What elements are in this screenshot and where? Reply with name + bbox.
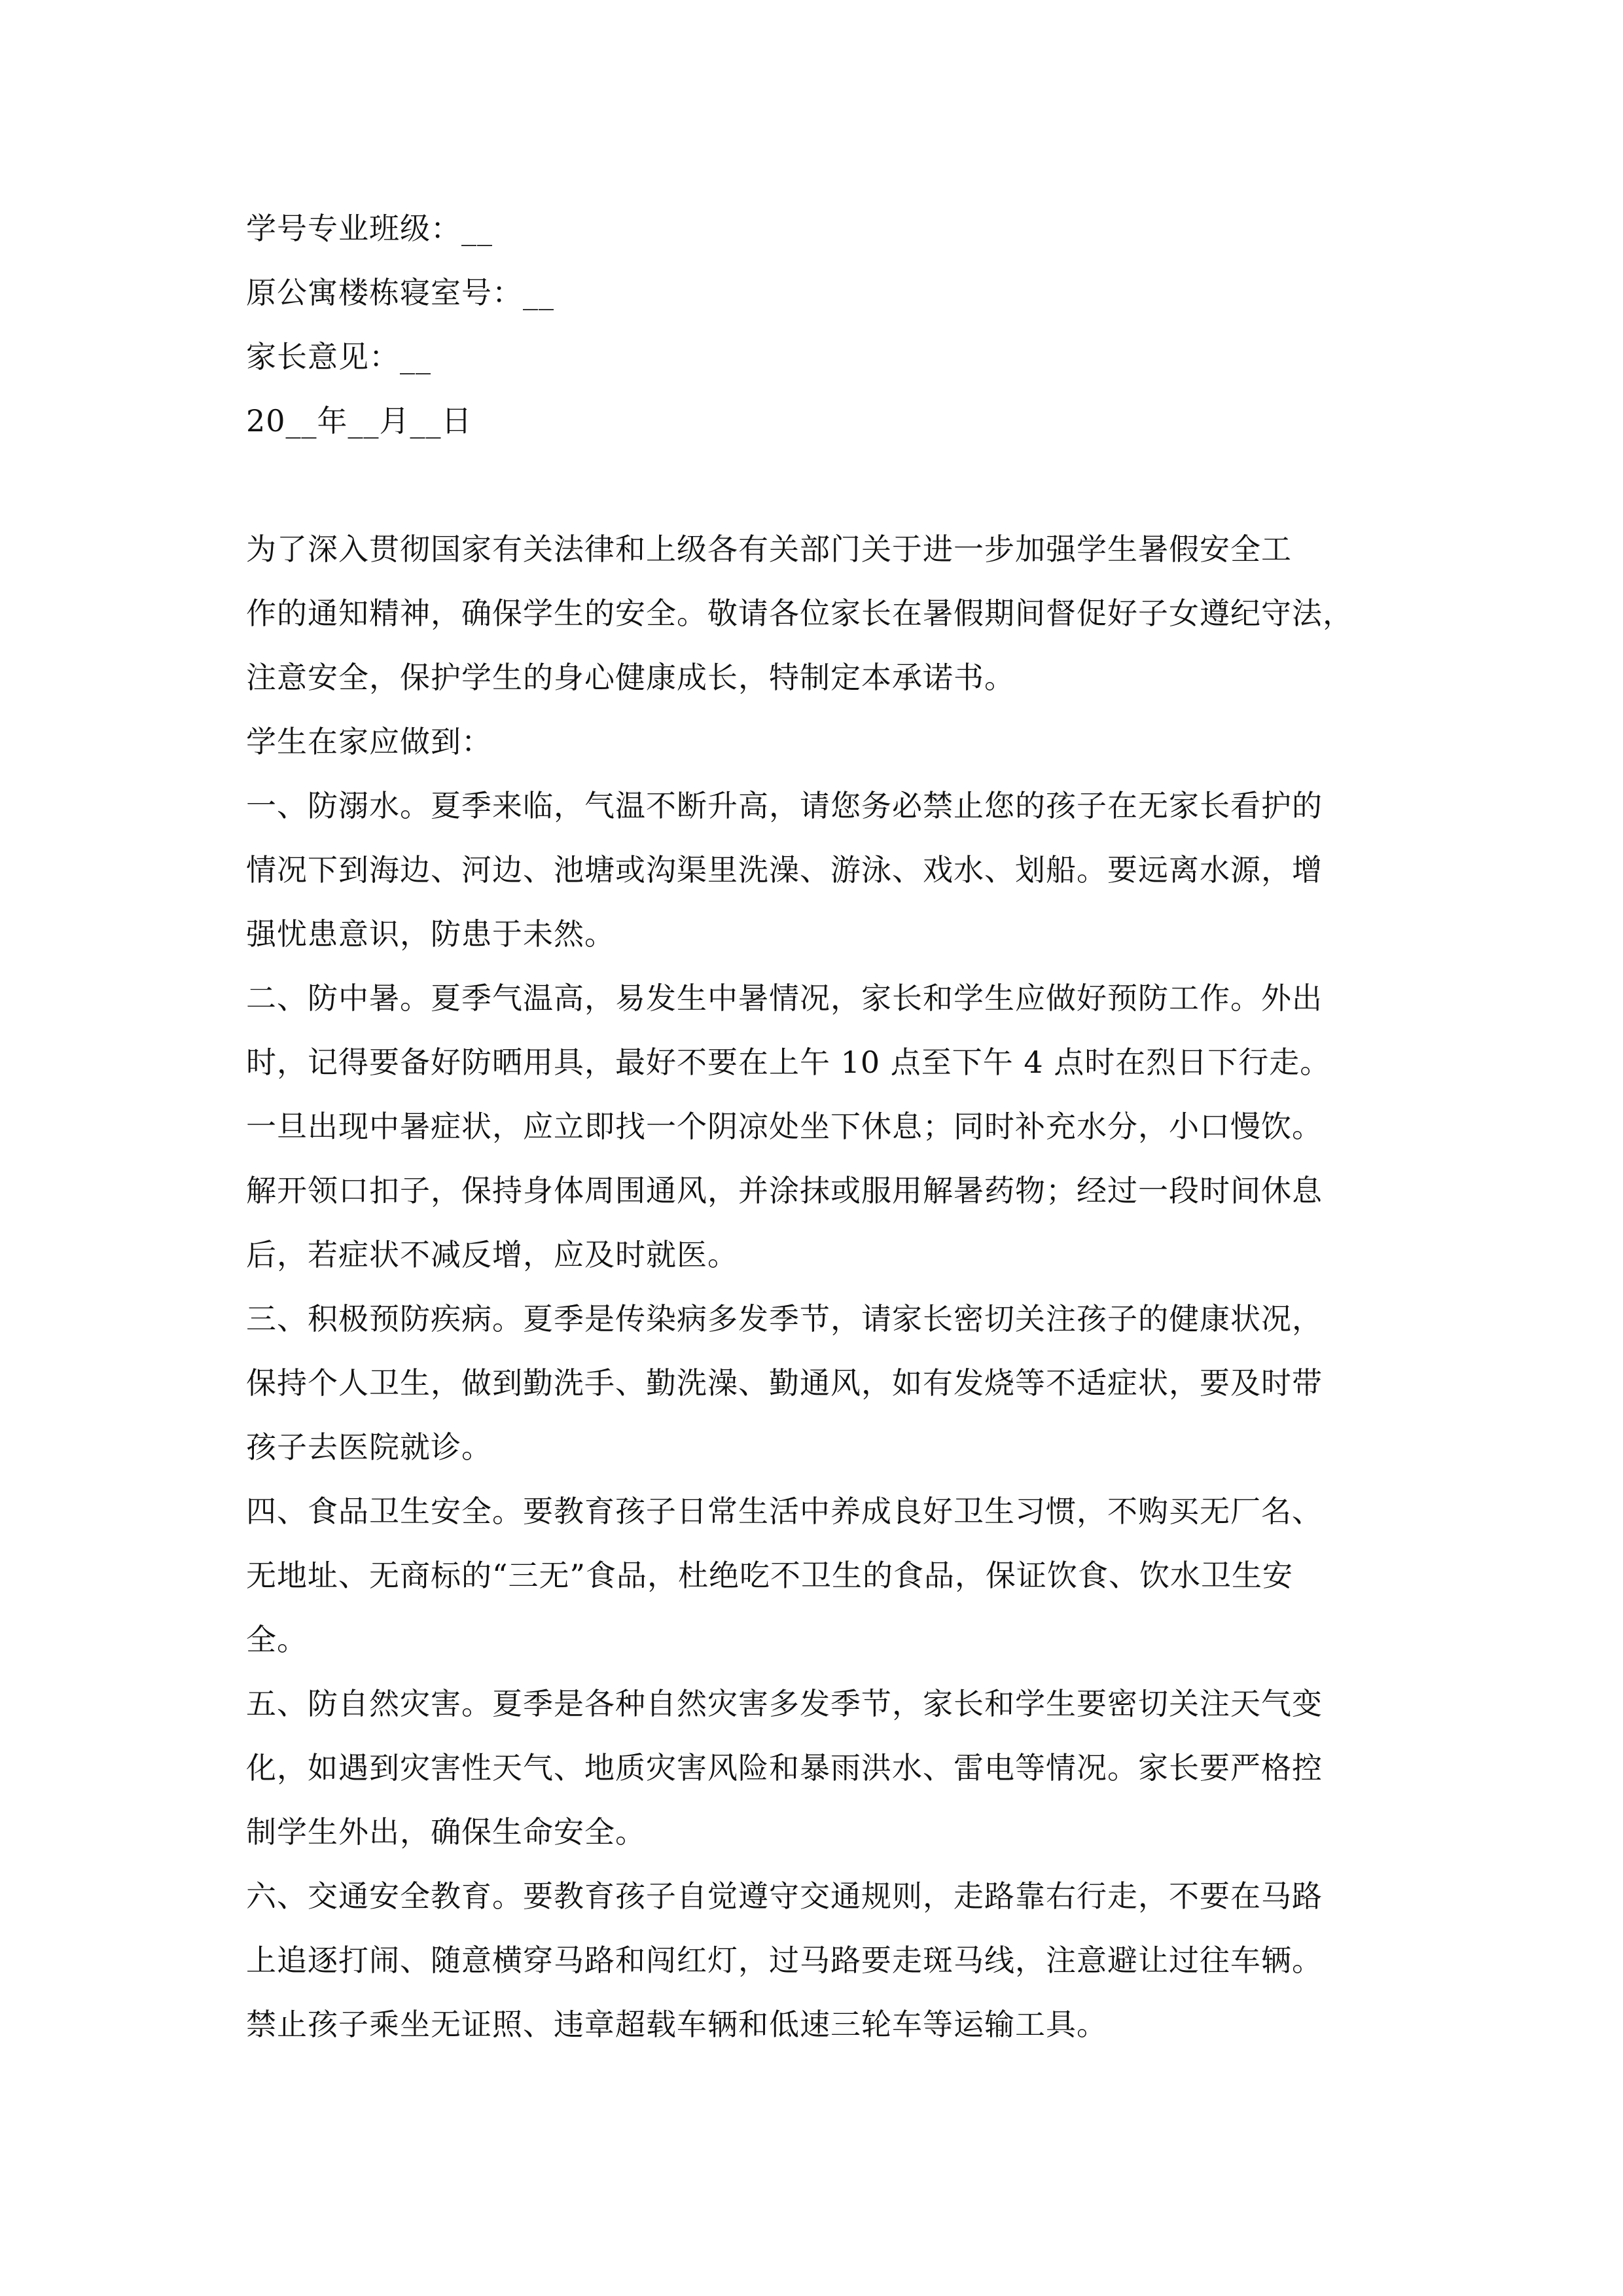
item-line: 制学生外出，确保生命安全。	[246, 1814, 646, 1850]
spacer	[246, 453, 1393, 517]
item-line: 一旦出现中暑症状，应立即找一个阴凉处坐下休息；同时补充水分，小口慢饮。	[246, 1109, 1323, 1144]
item-line: 五、防自然灾害。夏季是各种自然灾害多发季节，家长和学生要密切关注天气变	[246, 1686, 1323, 1721]
item-line: 全。	[246, 1622, 308, 1657]
dorm-number-field: 原公寓楼栋寝室号：__	[246, 275, 554, 310]
item-line: 二、防中暑。夏季气温高，易发生中暑情况，家长和学生应做好预防工作。外出	[246, 980, 1323, 1016]
item-traffic-safety	[246, 1864, 1393, 2056]
document-body	[246, 196, 1393, 2056]
date-field: 20__年__月__日	[246, 403, 473, 439]
item-line: 六、交通安全教育。要教育孩子自觉遵守交通规则，走路靠右行走，不要在马路	[246, 1878, 1323, 1914]
item-line: 禁止孩子乘坐无证照、违章超载车辆和低速三轮车等运输工具。	[246, 2007, 1107, 2042]
student-id-class-field: 学号专业班级：__	[246, 211, 493, 246]
item-drowning-prevention	[246, 774, 1393, 966]
item-line: 上追逐打闹、随意横穿马路和闯红灯，过马路要走斑马线，注意避让过往车辆。	[246, 1943, 1323, 1978]
item-line: 孩子去医院就诊。	[246, 1429, 492, 1465]
item-line: 强忧患意识，防患于未然。	[246, 916, 615, 952]
item-food-safety	[246, 1479, 1393, 1672]
intro-paragraph	[246, 517, 1393, 709]
item-line: 后，若症状不减反增，应及时就医。	[246, 1237, 738, 1272]
item-line: 保持个人卫生，做到勤洗手、勤洗澡、勤通风，如有发烧等不适症状，要及时带	[246, 1365, 1323, 1401]
item-line: 无地址、无商标的“三无”食品，杜绝吃不卫生的食品，保证饮食、饮水卫生安	[246, 1558, 1294, 1593]
item-line: 三、积极预防疾病。夏季是传染病多发季节，请家长密切关注孩子的健康状况，	[246, 1301, 1323, 1336]
item-line: 情况下到海边、河边、池塘或沟渠里洗澡、游泳、戏水、划船。要远离水源，增	[246, 852, 1323, 888]
parent-opinion-field: 家长意见：__	[246, 339, 431, 374]
section-heading: 学生在家应做到：	[246, 724, 492, 759]
item-line: 一、防溺水。夏季来临，气温不断升高，请您务必禁止您的孩子在无家长看护的	[246, 788, 1323, 823]
item-line: 时，记得要备好防晒用具，最好不要在上午 10 点至下午 4 点时在烈日下行走。	[246, 1045, 1331, 1080]
item-heatstroke-prevention	[246, 966, 1393, 1287]
intro-line: 为了深入贯彻国家有关法律和上级各有关部门关于进一步加强学生暑假安全工	[246, 531, 1292, 567]
item-line: 化，如遇到灾害性天气、地质灾害风险和暴雨洪水、雷电等情况。家长要严格控	[246, 1750, 1323, 1785]
item-line: 解开领口扣子，保持身体周围通风，并涂抹或服用解暑药物；经过一段时间休息	[246, 1173, 1323, 1208]
item-line: 四、食品卫生安全。要教育孩子日常生活中养成良好卫生习惯，不购买无厂名、	[246, 1494, 1323, 1529]
item-natural-disaster	[246, 1672, 1393, 1864]
intro-line: 作的通知精神，确保学生的安全。敬请各位家长在暑假期间督促好子女遵纪守法，	[246, 596, 1353, 631]
item-disease-prevention	[246, 1287, 1393, 1479]
intro-line: 注意安全，保护学生的身心健康成长，特制定本承诺书。	[246, 660, 1015, 695]
